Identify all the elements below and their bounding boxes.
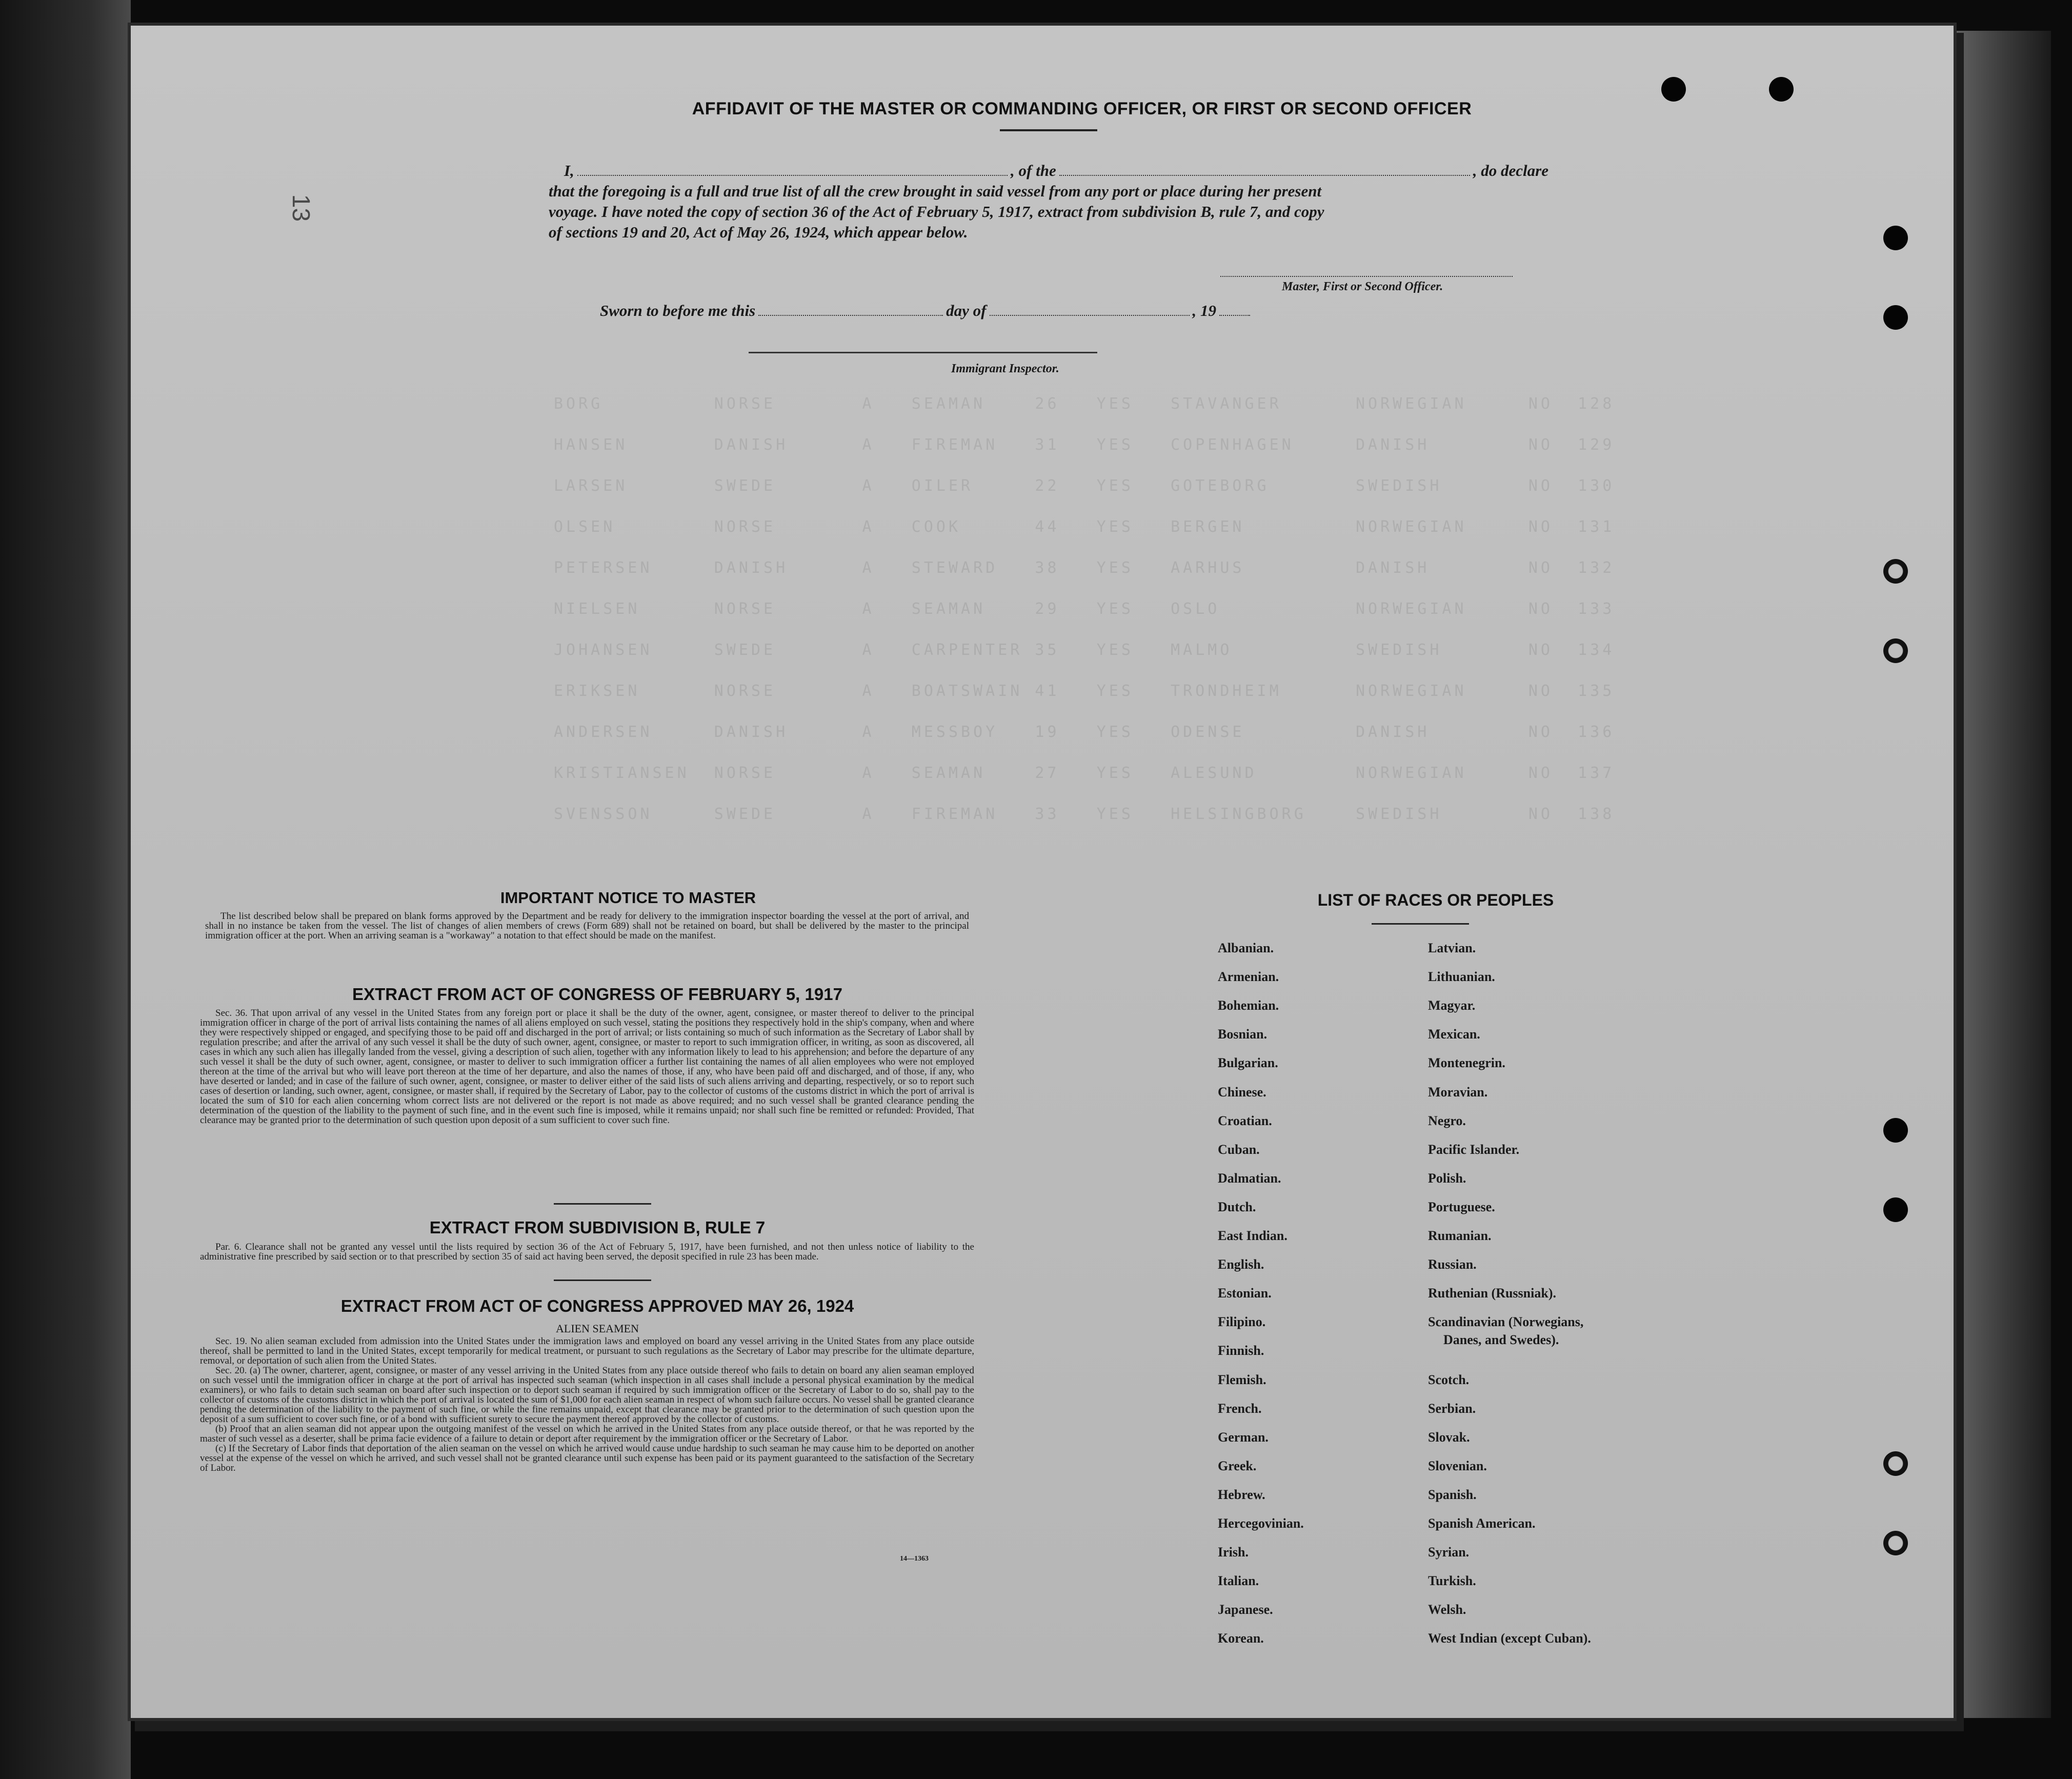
- race-item: Spanish American.: [1428, 1516, 1536, 1531]
- races-rule: [1372, 923, 1469, 925]
- extract-1924-sec19: Sec. 19. No alien seaman excluded from admission into the United States under the immigration laws and employed on board any vessel arriving in the United States from any place outside thereof, shall be permitted to land in the United States, except temporarily for medical treatment, or pursuant to such regulations as the Secretary of Labor may prescribe for the ultimate departure, removal, or deportation of such alien from the United States.: [200, 1336, 974, 1366]
- race-item: Rumanian.: [1428, 1228, 1492, 1243]
- punch-hole: [1883, 559, 1908, 584]
- extract-1924-subtitle: ALIEN SEAMEN: [556, 1322, 639, 1335]
- punch-hole: [1883, 305, 1908, 330]
- race-item: Italian.: [1218, 1573, 1259, 1589]
- race-item: Serbian.: [1428, 1401, 1476, 1416]
- race-item: Bohemian.: [1218, 998, 1279, 1013]
- race-item: Dalmatian.: [1218, 1170, 1281, 1186]
- notice-text: [205, 911, 969, 941]
- inspector-signature-line[interactable]: [749, 352, 1097, 353]
- punch-hole: [1883, 1531, 1908, 1555]
- race-item: Russian.: [1428, 1257, 1477, 1272]
- race-item: Hercegovinian.: [1218, 1516, 1304, 1531]
- race-item: Moravian.: [1428, 1084, 1488, 1100]
- inspector-caption: Immigrant Inspector.: [951, 362, 1059, 375]
- race-item: Latvian.: [1428, 941, 1476, 955]
- extract-1924-sec20b: (b) Proof that an alien seaman did not appear upon the outgoing manifest of the vessel on which he arrived in the United States from any place outside thereof, or that he was reported by the master of such vessel as a deserter, shall be prima facie evidence of a failure to detain or deport after requirement by the immigration officer or the Secretary of Labor.: [200, 1424, 974, 1444]
- race-item: Syrian.: [1428, 1545, 1470, 1560]
- vessel-blank[interactable]: [1059, 163, 1470, 176]
- race-item: Finnish.: [1218, 1343, 1264, 1358]
- title-rule: [1000, 129, 1097, 131]
- race-item: Estonian.: [1218, 1286, 1272, 1301]
- extract-1917-title: EXTRACT FROM ACT OF CONGRESS OF FEBRUARY 5, 1917: [352, 985, 842, 1004]
- race-item: Bulgarian.: [1218, 1055, 1278, 1071]
- affidavit-line-3: voyage. I have noted the copy of section 36 of the Act of February 5, 1917, extract from subdivision B, rule 7, and copy: [549, 203, 1324, 221]
- bleed-through-text: SVENSSON SWEDE A FIREMAN 33 YES HELSINGBORG SWEDISH NO 138: [554, 805, 1615, 823]
- bleed-through-text: JOHANSEN SWEDE A CARPENTER 35 YES MALMO SWEDISH NO 134: [554, 641, 1615, 659]
- back-page-edge: [1938, 31, 2051, 1718]
- punch-hole: [1883, 226, 1908, 250]
- race-item: Croatian.: [1218, 1113, 1272, 1128]
- race-item: Flemish.: [1218, 1372, 1266, 1387]
- extract-1924-sec20c: (c) If the Secretary of Labor finds that deportation of the alien seaman on the vessel on which he arrived would cause undue hardship to such seaman he may cause him to be deported on another vessel at the expense of the vessel on which he arrived, and such vessel shall not be granted clearance until such expense has been paid or its payment guaranteed to the satisfaction of the Secretary of Labor.: [200, 1443, 974, 1473]
- race-item: Portuguese.: [1428, 1199, 1495, 1214]
- race-item: Cuban.: [1218, 1142, 1260, 1157]
- race-item: Armenian.: [1218, 969, 1279, 985]
- extract-rule7-text: [200, 1242, 974, 1262]
- race-item: Scandinavian (Norwegians,: [1428, 1314, 1584, 1330]
- affidavit-line-4: of sections 19 and 20, Act of May 26, 1924, which appear below.: [549, 223, 968, 241]
- race-item: Chinese.: [1218, 1084, 1266, 1100]
- extract-1917-paragraph: Sec. 36. That upon arrival of any vessel in the United States from any foreign port or place it shall be the duty of the owner, agent, consignee, or master thereof to deliver to the principal immigration officer in charge of the port of arrival lists containing the names of all aliens employed on such vessel, stating the positions they respectively hold in the ship's company, when and where they were respectively shipped or engaged, and specifying those to be paid off and discharged in the port of arrival; or lists containing so much of such information as the Secretary of Labor shall by regulation prescribe; and after the arrival of any such vessel it shall be the duty of such owner, agent, consignee, or master to report to such immigration officer, in writing, as soon as discovered, all cases in which any such alien has illegally landed from the vessel, giving a description of such alien, together with any information likely to lead to his apprehension; and before the departure of any such vessel it shall be the duty of such owner, agent, consignee, or master to deliver to such immigration officer a further list containing the names of all alien employees who were not employed thereon at the time of the arrival but who will leave port thereon at the time of her departure, and also the names of those, if any, who have been paid off and discharged, and of those, if any, who have deserted or landed; and in case of the failure of such owner, agent, consignee, or master to deliver either of the said lists of such aliens arriving and departing, respectively, or so to report such cases of desertion or landing, such owner, agent, consignee, or master shall, if required by the Secretary of Labor, pay to the collector of customs of the customs district in which the port of arrival is located the sum of $10 for each alien concerning whom correct lists are not delivered or the report is not made as above required; and no such vessel shall be granted clearance pending the determination of the question of the liability to the payment of such fine, and in the event such fine is imposed, while it remains unpaid; nor shall such fine be remitted or refunded: Provided, That clearance may be granted prior to the determination of such question upon deposit of a sum sufficient to cover such fine.: [200, 1008, 974, 1126]
- race-item: Greek.: [1218, 1458, 1257, 1473]
- punch-hole: [1883, 1451, 1908, 1476]
- sworn-prefix: Sworn to before me this: [600, 302, 756, 319]
- race-item: Irish.: [1218, 1545, 1249, 1560]
- bleed-through-text: BORG NORSE A SEAMAN 26 YES STAVANGER NORWEGIAN NO 128: [554, 395, 1615, 413]
- bleed-through-text: LARSEN SWEDE A OILER 22 YES GOTEBORG SWEDISH NO 130: [554, 477, 1615, 495]
- race-item: Korean.: [1218, 1631, 1264, 1646]
- bleed-through-text: ERIKSEN NORSE A BOATSWAIN 41 YES TRONDHEIM NORWEGIAN NO 135: [554, 682, 1615, 700]
- race-item: French.: [1218, 1401, 1262, 1416]
- bleed-through-text: ANDERSEN DANISH A MESSBOY 19 YES ODENSE DANISH NO 136: [554, 723, 1615, 741]
- section-rule: [554, 1203, 651, 1205]
- race-item: Dutch.: [1218, 1199, 1256, 1214]
- sworn-date-blank[interactable]: [758, 303, 943, 316]
- race-item: German.: [1218, 1429, 1269, 1445]
- race-item-cont: Danes, and Swedes).: [1443, 1332, 1559, 1347]
- form-number: 14—1363: [900, 1555, 929, 1563]
- race-item: Polish.: [1428, 1170, 1466, 1186]
- bleed-through-text: HANSEN DANISH A FIREMAN 31 YES COPENHAGEN DANISH NO 129: [554, 436, 1615, 454]
- race-item: Hebrew.: [1218, 1487, 1265, 1502]
- affidavit-of-the: , of the: [1011, 162, 1056, 179]
- race-item: Spanish.: [1428, 1487, 1477, 1502]
- extract-rule7-title: EXTRACT FROM SUBDIVISION B, RULE 7: [429, 1218, 766, 1237]
- extract-1924-sec20a: Sec. 20. (a) The owner, charterer, agent, consignee, or master of any vessel arriving in the United States from any place outside thereof who fails to detain on board any alien seaman employed on such vessel until the immigration officer in charge at the port of arrival has inspected such seaman (which inspection in all cases shall include a personal physical examination by the medical examiners), or who fails to detain such seaman on board after such inspection or to deport such seaman if required by such immigration officer or the Secretary of Labor to do so, shall pay to the collector of customs of the customs district in which the port of arrival is located the sum of $1,000 for each alien seaman in respect of whom such failure occurs. No vessel shall be granted clearance pending the determination of the liability to the payment of such fine, or while the fine remains unpaid, except that clearance may be granted prior to the determination of such question upon the deposit of a sum sufficient to cover such fine, or of a bond with sufficient surety to secure the payment thereof approved by the collector of customs.: [200, 1365, 974, 1425]
- master-signature-line[interactable]: [1220, 276, 1513, 277]
- affidavit-line-2: that the foregoing is a full and true list of all the crew brought in said vessel from any port or place during her present: [549, 182, 1322, 200]
- race-item: Slovenian.: [1428, 1458, 1487, 1473]
- extract-1917-text: [200, 1008, 974, 1125]
- master-signature-caption: Master, First or Second Officer.: [1282, 280, 1443, 293]
- punch-hole: [1883, 1197, 1908, 1222]
- race-item: Mexican.: [1428, 1027, 1480, 1042]
- name-blank[interactable]: [577, 163, 1008, 176]
- affidavit-title: AFFIDAVIT OF THE MASTER OR COMMANDING OFFICER, OR FIRST OR SECOND OFFICER: [692, 99, 1472, 118]
- race-item: Pacific Islander.: [1428, 1142, 1520, 1157]
- race-item: East Indian.: [1218, 1228, 1288, 1243]
- races-title: LIST OF RACES OR PEOPLES: [1317, 891, 1554, 909]
- affidavit-body: [549, 161, 1548, 243]
- extract-1924-text: [200, 1336, 974, 1473]
- punch-hole: [1769, 77, 1794, 102]
- race-item: West Indian (except Cuban).: [1428, 1631, 1591, 1646]
- notice-paragraph: The list described below shall be prepared on blank forms approved by the Department and be ready for delivery to the immigration inspector boarding the vessel at the port of arrival, and shall in no instance be taken from the vessel. The list of changes of alien members of crews (Form 689) shall not be retained on board, but shall be delivered by the master to the principal immigration officer at the port. When an arriving seaman is a "workaway" a notation to that effect should be made on the manifest.: [205, 911, 969, 941]
- notice-title: IMPORTANT NOTICE TO MASTER: [500, 889, 756, 907]
- extract-rule7-paragraph: Par. 6. Clearance shall not be granted any vessel until the lists required by section 36 of the Act of February 5, 1917, have been furnished, and not then unless notice of liability to the administrative fine prescribed by said section or to that prescribed by section 35 of said act having been served, the deposit specified in rule 23 has been made.: [200, 1242, 974, 1262]
- sworn-day-of: day of: [946, 302, 987, 319]
- race-item: Turkish.: [1428, 1573, 1476, 1589]
- race-item: Japanese.: [1218, 1602, 1273, 1617]
- section-rule: [554, 1280, 651, 1281]
- bleed-through-text: OLSEN NORSE A COOK 44 YES BERGEN NORWEGIAN NO 131: [554, 518, 1615, 536]
- race-item: Lithuanian.: [1428, 969, 1495, 985]
- binding-edge: [0, 0, 131, 1779]
- punch-hole: [1883, 1118, 1908, 1143]
- affidavit-i-label: I,: [564, 162, 574, 179]
- race-item: Magyar.: [1428, 998, 1476, 1013]
- race-item: Ruthenian (Russniak).: [1428, 1286, 1556, 1301]
- race-item: Negro.: [1428, 1113, 1466, 1128]
- sworn-line: [600, 302, 1297, 320]
- page-number: 13: [287, 194, 315, 222]
- bleed-through-text: PETERSEN DANISH A STEWARD 38 YES AARHUS DANISH NO 132: [554, 559, 1615, 577]
- bleed-through-text: NIELSEN NORSE A SEAMAN 29 YES OSLO NORWEGIAN NO 133: [554, 600, 1615, 618]
- sworn-month-blank[interactable]: [990, 303, 1190, 316]
- race-item: Slovak.: [1428, 1429, 1470, 1445]
- sworn-year: , 19: [1192, 302, 1216, 319]
- bleed-through-text: KRISTIANSEN NORSE A SEAMAN 27 YES ALESUND NORWEGIAN NO 137: [554, 764, 1615, 782]
- race-item: English.: [1218, 1257, 1264, 1272]
- affidavit-do-declare: , do declare: [1473, 162, 1548, 179]
- extract-1924-title: EXTRACT FROM ACT OF CONGRESS APPROVED MAY 26, 1924: [340, 1296, 854, 1315]
- punch-hole: [1661, 77, 1686, 102]
- sworn-year-blank[interactable]: [1219, 303, 1250, 316]
- race-item: Montenegrin.: [1428, 1055, 1505, 1071]
- punch-hole: [1883, 638, 1908, 663]
- race-item: Filipino.: [1218, 1314, 1266, 1330]
- race-item: Scotch.: [1428, 1372, 1470, 1387]
- race-item: Bosnian.: [1218, 1027, 1268, 1042]
- race-item: Welsh.: [1428, 1602, 1466, 1617]
- race-item: Albanian.: [1218, 941, 1274, 955]
